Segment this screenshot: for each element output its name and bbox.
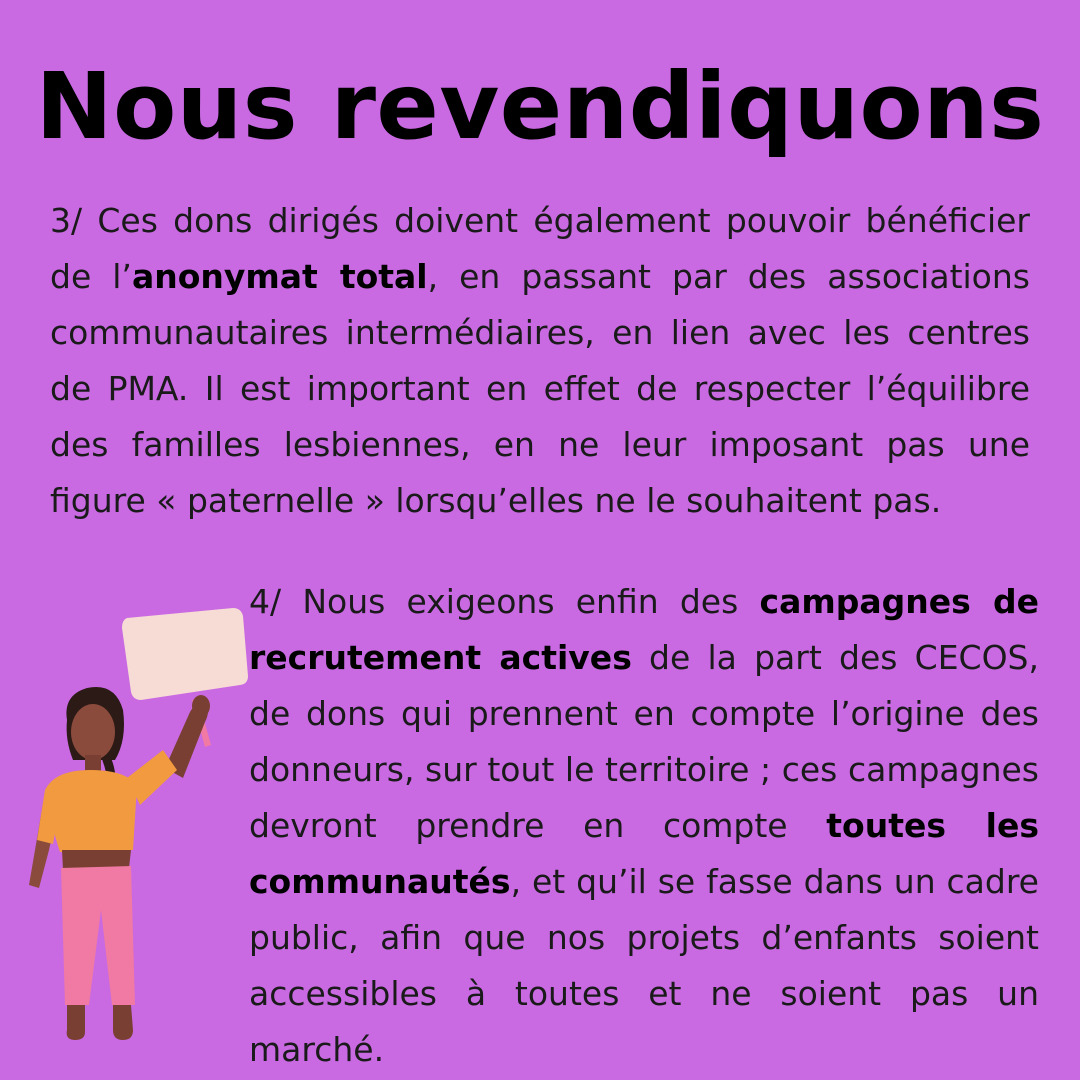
demand-3-number: 3/ — [50, 201, 83, 240]
pink-pants — [61, 866, 135, 1005]
page-title: Nous revendiquons — [35, 53, 1045, 160]
demand-4-text-b: de la part des CECOS, de dons qui prennent en compte l’origine des donneurs, sur tout le territoire ; ces campagnes devront prendre en compte — [249, 638, 1039, 845]
hand — [192, 695, 210, 717]
demand-3-emphasis: anonymat total — [131, 257, 428, 296]
woman-holding-sign-icon — [15, 600, 255, 1050]
demand-4-number: 4/ — [249, 582, 282, 621]
demand-4-paragraph — [249, 574, 1039, 1078]
right-foot — [113, 1005, 133, 1040]
face — [71, 704, 115, 760]
demand-4-text-c: , et qu’il se fasse dans un cadre public, afin que nos projets d’enfants soient accessibles à toutes et ne soient pas un marché. — [249, 862, 1039, 1069]
demand-3-text-a: Ces dons dirigés doivent également pouvoir bénéficier de l’ — [50, 201, 1030, 296]
demand-3-paragraph — [50, 193, 1030, 529]
demand-3-text-b: , en passant par des associations communautaires intermédiaires, en lien avec les centres de PMA. Il est important en effet de respecter l’équilibre des familles lesbiennes, en ne leur imposant pas une figure « paternelle » lorsqu’elles ne le souhaitent pas. — [50, 257, 1030, 520]
left-foot — [67, 1005, 85, 1040]
protest-sign — [122, 608, 248, 700]
demand-4-emphasis-b: toutes les communautés — [249, 806, 1039, 901]
demand-4-text-a: Nous exigeons enfin des — [302, 582, 760, 621]
demand-4-emphasis-a: campagnes de recrutement actives — [249, 582, 1039, 677]
